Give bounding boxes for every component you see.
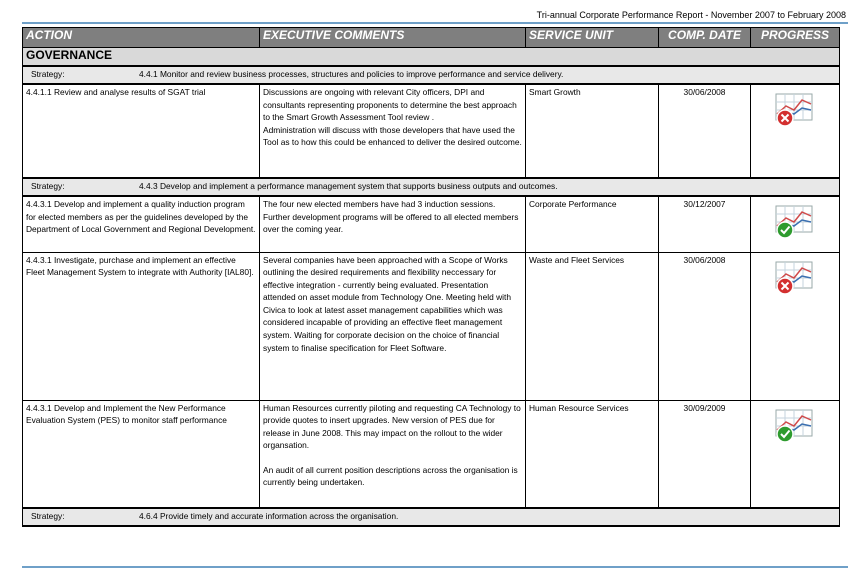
table-row — [23, 196, 840, 252]
report-title: Tri-annual Corporate Performance Report - November 2007 to February 2008 — [536, 10, 846, 20]
column-header-action: ACTION — [23, 28, 260, 48]
action-cell: 4.4.3.1 Investigate, purchase and implement an effective Fleet Management System to integrate with Authority [IAL80]. — [23, 252, 260, 400]
chart-check-icon — [772, 404, 818, 448]
strategy-row — [23, 508, 840, 526]
comment-paragraph: Administration will discuss with those developers that have used the Tool as to how this could be enhanced to deliver the desired outcome. — [263, 124, 522, 148]
table-row — [23, 400, 840, 508]
comments-cell — [260, 84, 526, 178]
comments-cell — [260, 400, 526, 508]
comment-paragraph: An audit of all current position descriptions across the organisation is currently being undertaken. — [263, 464, 518, 488]
progress-cell — [751, 196, 840, 252]
progress-cell — [751, 400, 840, 508]
column-header-comments: EXECUTIVE COMMENTS — [260, 28, 526, 48]
progress-cell — [751, 252, 840, 400]
strategy-text: 4.6.4 Provide timely and accurate information across the organisation. — [139, 511, 399, 521]
chart-cross-icon — [772, 256, 818, 300]
strategy-text: 4.4.1 Monitor and review business processes, structures and policies to improve performance and service delivery. — [139, 69, 564, 79]
column-header-date: COMP. DATE — [659, 28, 751, 48]
chart-cross-icon — [772, 88, 818, 132]
strategy-label: Strategy: — [31, 511, 65, 521]
comment-paragraph: Several companies have been approached with a Scope of Works outlining the desired requirements and flexibility neccessary for effective integration - currently being evaluated. Presentation attended on asset module from Technology One. Meeting held with Civica to look at latest asset management capabilities which was considered incapable of providing an effective fleet management system. Waiting for corporate decision on the choice of financial system to finalise specification for Fleet Software. — [263, 254, 511, 353]
action-cell: 4.4.3.1 Develop and implement a quality induction program for elected members as per the guidelines developed by the Department of Local Government and Regional Development. — [23, 196, 260, 252]
section-title: GOVERNANCE — [23, 48, 840, 67]
action-cell: 4.4.1.1 Review and analyse results of SGAT trial — [23, 84, 260, 178]
completion-date-cell: 30/06/2008 — [659, 84, 751, 178]
service-unit-cell: Human Resource Services — [526, 400, 659, 508]
chart-check-icon — [772, 200, 818, 244]
completion-date-cell: 30/12/2007 — [659, 196, 751, 252]
performance-table — [22, 27, 840, 527]
strategy-text: 4.4.3 Develop and implement a performance management system that supports business outputs and outcomes. — [139, 181, 558, 191]
table-row — [23, 84, 840, 178]
comments-cell — [260, 196, 526, 252]
service-unit-cell: Smart Growth — [526, 84, 659, 178]
completion-date-cell: 30/09/2009 — [659, 400, 751, 508]
table-row — [23, 252, 840, 400]
footer-rule — [22, 566, 848, 568]
strategy-label: Strategy: — [31, 181, 65, 191]
column-header-unit: SERVICE UNIT — [526, 28, 659, 48]
comment-paragraph: Discussions are ongoing with relevant City officers, DPI and consultants representing proponents to determine the best approach to the Smart Growth Assessment Tool review . — [263, 87, 517, 123]
completion-date-cell: 30/06/2008 — [659, 252, 751, 400]
service-unit-cell: Waste and Fleet Services — [526, 252, 659, 400]
section-row — [23, 48, 840, 67]
action-cell: 4.4.3.1 Develop and Implement the New Performance Evaluation System (PES) to monitor staff performance — [23, 400, 260, 508]
strategy-label: Strategy: — [31, 69, 65, 79]
comment-spacer — [263, 452, 522, 464]
header-rule — [22, 22, 848, 24]
table-header-row — [23, 28, 840, 48]
strategy-row — [23, 66, 840, 84]
column-header-progress: PROGRESS — [751, 28, 840, 48]
service-unit-cell: Corporate Performance — [526, 196, 659, 252]
comment-paragraph: The four new elected members have had 3 induction sessions. Further development programs will be offered to all elected members over the coming year. — [263, 199, 519, 235]
comment-paragraph: Human Resources currently piloting and requesting CA Technology to provide quotes to insert upgrades. New version of PES due for release in June 2008. This may impact on the rollout to the wider organsation. — [263, 402, 521, 451]
progress-cell — [751, 84, 840, 178]
comments-cell — [260, 252, 526, 400]
strategy-row — [23, 178, 840, 196]
